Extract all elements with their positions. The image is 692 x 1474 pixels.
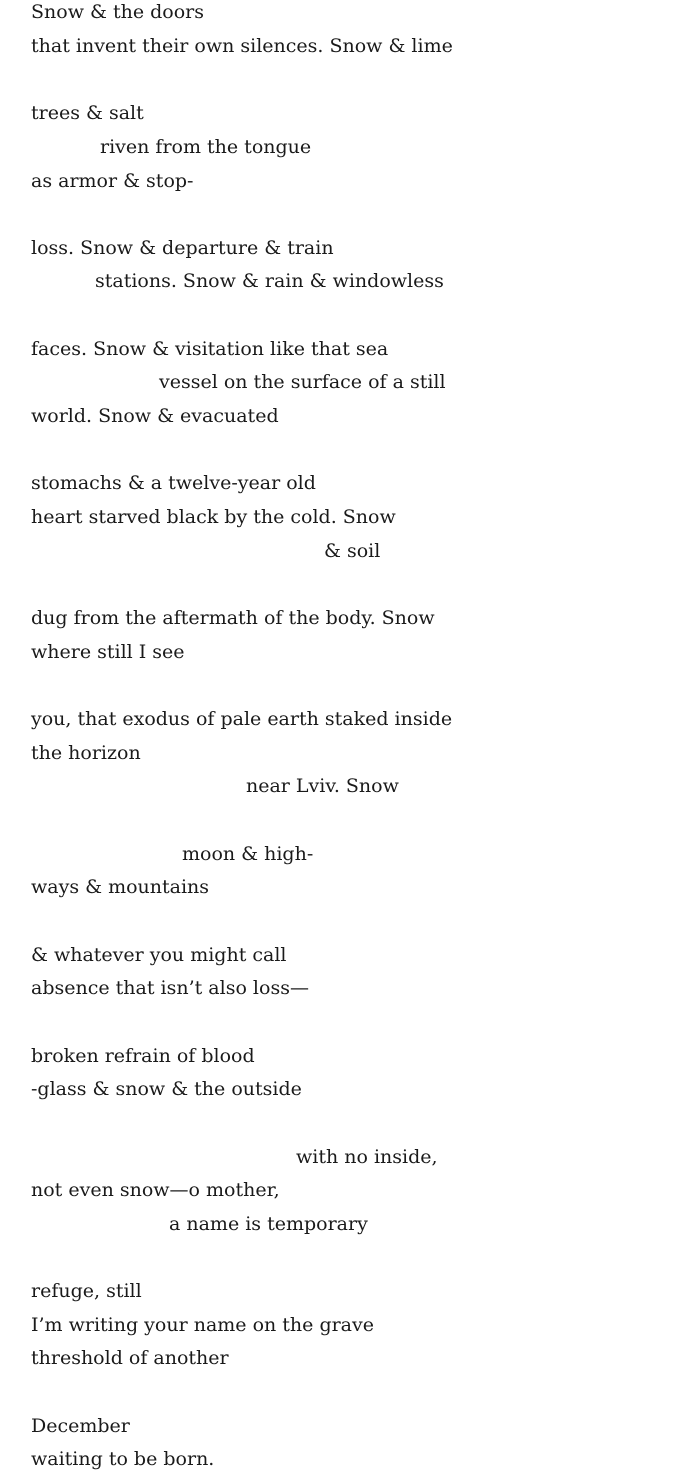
poem-line: & whatever you might call	[31, 944, 287, 966]
poem-line: not even snow—o mother,	[31, 1179, 280, 1201]
poem-line: absence that isn’t also loss—	[31, 977, 309, 999]
poem-line: I’m writing your name on the grave	[31, 1314, 374, 1336]
poem-line: moon & high-	[182, 843, 314, 865]
poem-line: stations. Snow & rain & windowless	[95, 270, 444, 292]
poem-line: with no inside,	[296, 1146, 438, 1168]
poem-line: the horizon	[31, 742, 141, 764]
poem-line: threshold of another	[31, 1347, 229, 1369]
poem-line: world. Snow & evacuated	[31, 405, 279, 427]
poem-line: ways & mountains	[31, 876, 210, 898]
poem-line: refuge, still	[31, 1280, 142, 1302]
poem-line: & soil	[324, 540, 381, 562]
poem-line: -glass & snow & the outside	[31, 1078, 302, 1100]
poem-line: where still I see	[31, 641, 185, 663]
poem-line: as armor & stop-	[31, 170, 194, 192]
poem-line: riven from the tongue	[100, 136, 312, 158]
poem-line: dug from the aftermath of the body. Snow	[31, 607, 435, 629]
poem-line: a name is temporary	[169, 1213, 368, 1235]
poem-line: you, that exodus of pale earth staked inside	[31, 708, 453, 730]
poem-line: broken refrain of blood	[31, 1045, 255, 1067]
poem-line: December	[31, 1415, 130, 1437]
poem-line: loss. Snow & departure & train	[31, 237, 334, 259]
poem-line: stomachs & a twelve-year old	[31, 472, 316, 494]
poem-line: faces. Snow & visitation like that sea	[31, 338, 389, 360]
poem-line: waiting to be born.	[31, 1448, 215, 1470]
poem-line: that invent their own silences. Snow & lime	[31, 35, 453, 57]
poem-line: trees & salt	[31, 102, 144, 124]
poem-line: Snow & the doors	[31, 1, 204, 23]
poem-line: near Lviv. Snow	[246, 775, 399, 797]
poem-line: heart starved black by the cold. Snow	[31, 506, 396, 528]
poem-line: vessel on the surface of a still	[159, 371, 446, 393]
